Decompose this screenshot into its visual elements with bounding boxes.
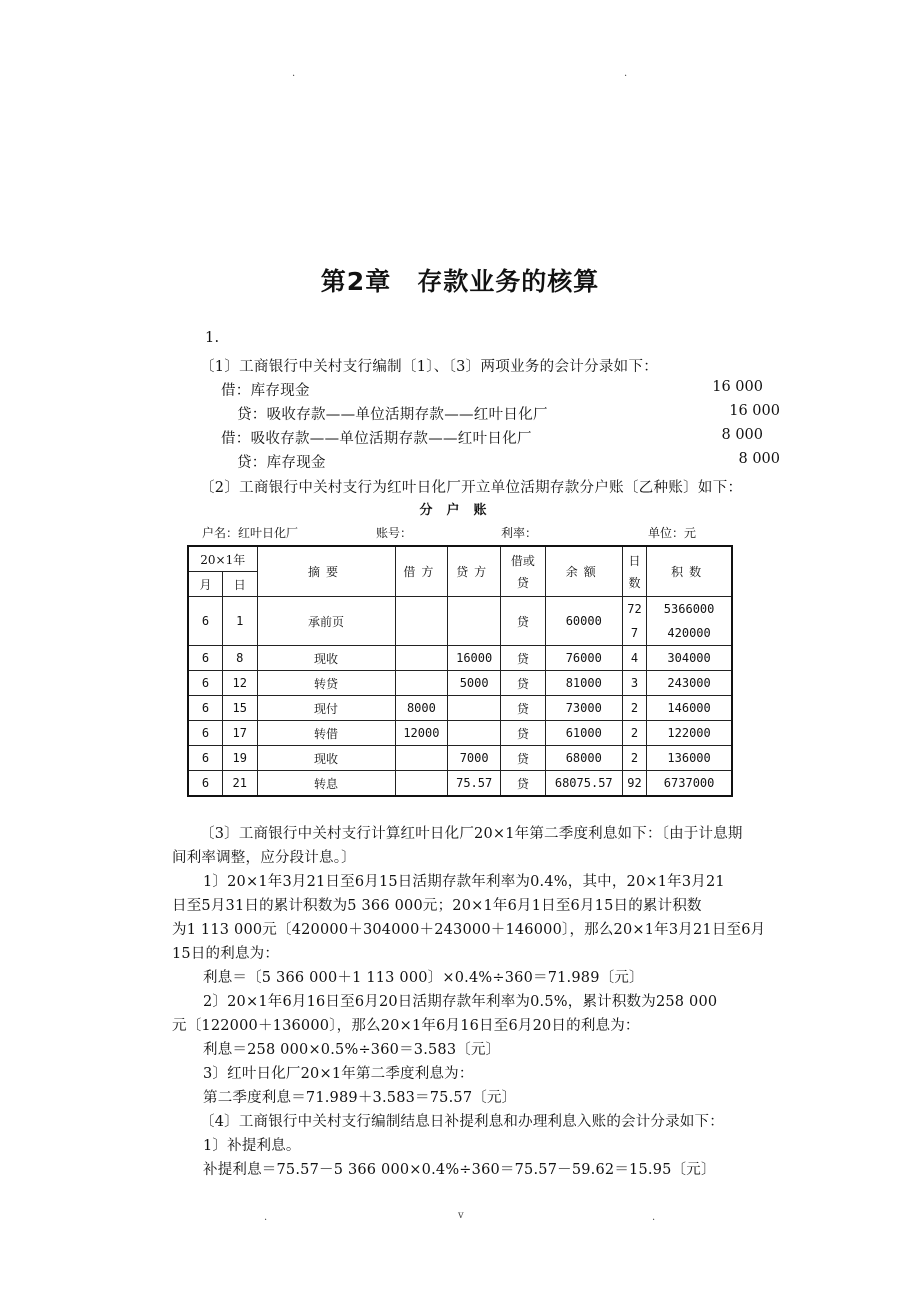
entry-2-amount: 16 000: [729, 403, 780, 419]
header-year: 20×1年: [188, 546, 257, 572]
row-credit: 75.57: [448, 771, 501, 797]
row-0-days-b: 7: [622, 621, 646, 646]
entry-4-text: 贷：库存现金: [237, 455, 326, 471]
row-product: 146000: [647, 696, 732, 721]
row-product: 122000: [647, 721, 732, 746]
header-mark-right: .: [624, 68, 628, 79]
ledger-rate: 利率：: [501, 526, 538, 540]
row-0-credit: [448, 597, 501, 646]
section-number: 1.: [205, 330, 220, 346]
ledger-title: 分户账: [419, 503, 501, 518]
part3-line-4a: 2〕20×1年6月16日至6月20日活期存款年利率为0.5%，累计积数为258 000: [203, 994, 718, 1010]
ledger-account: 账号：: [376, 526, 413, 540]
row-dc: 贷: [501, 646, 546, 671]
part3-line-5: 利息＝258 000×0.5%÷360＝3.583〔元〕: [203, 1042, 501, 1058]
row-balance: 68075.57: [545, 771, 622, 797]
row-dc: 贷: [501, 721, 546, 746]
chapter-title: 第2章 存款业务的核算: [320, 267, 600, 296]
row-dc: 贷: [501, 671, 546, 696]
header-product: 积数: [647, 546, 732, 597]
header-balance: 余额: [545, 546, 622, 597]
entry-2-text: 贷：吸收存款——单位活期存款——红叶日化厂: [237, 407, 548, 423]
header-month: 月: [188, 572, 223, 597]
ledger-unit: 单位：元: [648, 526, 697, 540]
entry-1-text: 借：库存现金: [221, 383, 310, 399]
row-days: 4: [622, 646, 646, 671]
part3-line-4b: 元〔122000＋136000〕，那么20×1年6月16日至6月20日的利息为：: [172, 1018, 640, 1034]
row-days: 2: [622, 746, 646, 771]
part3-line-2d: 15日的利息为：: [172, 946, 280, 962]
row-month: 6: [188, 696, 223, 721]
ledger-table: [187, 545, 733, 797]
row-debit: [395, 646, 448, 671]
row-credit: [448, 721, 501, 746]
row-days: 3: [622, 671, 646, 696]
row-0-debit: [395, 597, 448, 646]
row-0-month: 6: [188, 597, 223, 646]
row-day: 8: [223, 646, 258, 671]
row-day: 21: [223, 771, 258, 797]
header-debit: 借方: [395, 546, 448, 597]
row-month: 6: [188, 671, 223, 696]
part3-line-2c: 为1 113 000元〔420000＋304000＋243000＋146000〕，那么20×1年3月21日至6月: [172, 922, 766, 938]
row-days: 92: [622, 771, 646, 797]
part3-line-1b: 间利率调整，应分段计息。〕: [172, 850, 356, 866]
table-row: [188, 771, 732, 797]
row-summary: 现收: [257, 646, 395, 671]
table-row: [188, 721, 732, 746]
row-balance: 73000: [545, 696, 622, 721]
row-0-summary: 承前页: [257, 597, 395, 646]
row-product: 304000: [647, 646, 732, 671]
row-summary: 现付: [257, 696, 395, 721]
row-day: 15: [223, 696, 258, 721]
part3-line-2a: 1〕20×1年3月21日至6月15日活期存款年利率为0.4%，其中，20×1年3月21: [203, 874, 725, 890]
row-credit: [448, 696, 501, 721]
part4-sub1: 1〕补提利息。: [203, 1138, 301, 1154]
row-dc: 贷: [501, 746, 546, 771]
entry-3-text: 借：吸收存款——单位活期存款——红叶日化厂: [221, 431, 532, 447]
part2-heading: 〔2〕工商银行中关村支行为红叶日化厂开立单位活期存款分户账〔乙种账〕如下：: [200, 480, 743, 496]
row-credit: 16000: [448, 646, 501, 671]
row-summary: 转借: [257, 721, 395, 746]
row-dc: 贷: [501, 696, 546, 721]
row-0-balance: 60000: [545, 597, 622, 646]
row-summary: 转贷: [257, 671, 395, 696]
row-0-product-b: 420000: [647, 621, 732, 646]
header-dc: 借或贷: [501, 546, 546, 597]
row-product: 136000: [647, 746, 732, 771]
row-day: 19: [223, 746, 258, 771]
part4-calc: 补提利息＝75.57－5 366 000×0.4%÷360＝75.57－59.62＝15.95〔元〕: [203, 1162, 716, 1178]
header-day: 日: [223, 572, 258, 597]
row-balance: 68000: [545, 746, 622, 771]
row-days: 2: [622, 721, 646, 746]
row-day: 12: [223, 671, 258, 696]
row-debit: [395, 746, 448, 771]
row-days: 2: [622, 696, 646, 721]
part1-heading: 〔1〕工商银行中关村支行编制〔1〕、〔3〕两项业务的会计分录如下：: [200, 359, 659, 375]
part3-line-6: 3〕红叶日化厂20×1年第二季度利息为：: [203, 1066, 474, 1082]
part3-line-3: 利息＝〔5 366 000＋1 113 000〕×0.4%÷360＝71.989〔元〕: [203, 970, 644, 986]
row-month: 6: [188, 721, 223, 746]
row-0-days-a: 72: [622, 597, 646, 622]
row-balance: 81000: [545, 671, 622, 696]
part4-heading: 〔4〕工商银行中关村支行编制结息日补提利息和办理利息入账的会计分录如下：: [200, 1114, 724, 1130]
row-credit: 7000: [448, 746, 501, 771]
header-days: 日数: [622, 546, 646, 597]
row-debit: 12000: [395, 721, 448, 746]
header-mark-left: .: [292, 68, 296, 79]
row-debit: [395, 671, 448, 696]
row-day: 17: [223, 721, 258, 746]
footer-mark-right: .: [652, 1212, 656, 1223]
row-debit: [395, 771, 448, 797]
table-row: [188, 646, 732, 671]
entry-4-amount: 8 000: [738, 451, 780, 467]
row-balance: 76000: [545, 646, 622, 671]
row-month: 6: [188, 746, 223, 771]
ledger-holder: 户名：红叶日化厂: [202, 526, 299, 540]
row-0-product-a: 5366000: [647, 597, 732, 622]
part3-line-1a: 〔3〕工商银行中关村支行计算红叶日化厂20×1年第二季度利息如下：〔由于计息期: [200, 826, 743, 842]
table-row: [188, 696, 732, 721]
table-row: [188, 671, 732, 696]
header-credit: 贷方: [448, 546, 501, 597]
footer-mark-left: .: [264, 1212, 268, 1223]
table-row: [188, 746, 732, 771]
header-summary: 摘要: [257, 546, 395, 597]
entry-3-amount: 8 000: [721, 427, 763, 443]
row-product: 6737000: [647, 771, 732, 797]
row-credit: 5000: [448, 671, 501, 696]
row-month: 6: [188, 646, 223, 671]
row-summary: 现收: [257, 746, 395, 771]
row-summary: 转息: [257, 771, 395, 797]
row-0-dc: 贷: [501, 597, 546, 646]
row-month: 6: [188, 771, 223, 797]
footer-mark-center: v: [458, 1210, 464, 1221]
part3-line-2b: 日至5月31日的累计积数为5 366 000元；20×1年6月1日至6月15日的累计积数: [172, 898, 702, 914]
row-balance: 61000: [545, 721, 622, 746]
row-product: 243000: [647, 671, 732, 696]
row-0-day: 1: [223, 597, 258, 646]
entry-1-amount: 16 000: [712, 379, 763, 395]
part3-line-7: 第二季度利息＝71.989＋3.583＝75.57〔元〕: [203, 1090, 517, 1106]
row-dc: 贷: [501, 771, 546, 797]
row-debit: 8000: [395, 696, 448, 721]
